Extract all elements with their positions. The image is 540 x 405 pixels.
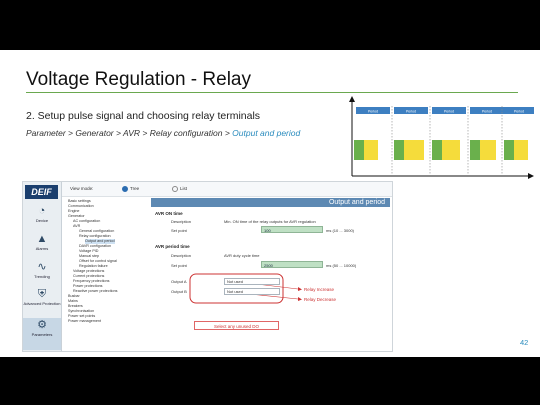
pulse-on-3 [432, 140, 442, 160]
tree-item[interactable]: Reactive power protections [73, 289, 118, 293]
sidebar-item-label: Advanced Protection [23, 301, 61, 306]
breadcrumb-path: Parameter > Generator > AVR > Relay configuration > [26, 128, 233, 138]
decrease-arrow-head [298, 297, 302, 301]
output-a-select[interactable]: Not used [224, 278, 280, 285]
period-label-2: Period [405, 109, 417, 114]
select-unused-do-hint: Select any unused DO [194, 321, 279, 330]
page-number: 42 [520, 338, 529, 347]
breadcrumb [26, 128, 300, 138]
tree-label: Tree [130, 186, 140, 192]
slide-title: Voltage Regulation - Relay [26, 69, 251, 90]
pulse-off-5 [514, 140, 528, 160]
tree-item[interactable]: Voltage PID [79, 249, 99, 253]
chart-icon: ∿ [37, 261, 47, 273]
gear-icon: ⚙ [37, 319, 47, 331]
tree-item[interactable]: Power management [68, 319, 102, 323]
tree-item[interactable]: Busbar [68, 294, 80, 298]
sidebar-item-label: Alarms [35, 246, 49, 251]
tree-item[interactable]: Communication [68, 204, 94, 208]
tree-item[interactable]: AC configuration [73, 219, 101, 223]
tree-item[interactable]: Generator [68, 214, 85, 218]
sidebar-item-trending[interactable] [23, 260, 61, 286]
sidebar-item-label: Parameters [31, 332, 53, 337]
tree-item[interactable]: Synchronisation [68, 309, 95, 313]
sidebar [23, 182, 62, 351]
tree-item[interactable]: Mains [68, 299, 78, 303]
radio-icon [172, 186, 178, 192]
period-label-1: Period [367, 109, 379, 114]
tree-item[interactable]: General configuration [79, 229, 115, 233]
sidebar-item-label: Device [35, 218, 49, 223]
tree-item[interactable]: Frequency protections [73, 279, 110, 283]
pulse-timing-diagram [344, 96, 538, 184]
view-mode-label: View mode: [70, 186, 94, 191]
output-a-label: Output A [171, 279, 187, 284]
pulse-off-3 [442, 140, 460, 160]
period-boxes [356, 107, 534, 114]
pulse-on-1 [354, 140, 364, 160]
tree-item[interactable]: Power protections [73, 284, 103, 288]
radio-selected-icon [122, 186, 128, 192]
x-axis-arrow [528, 173, 534, 179]
increase-arrow-head [298, 287, 302, 291]
y-axis-arrow [349, 96, 355, 102]
pulse-on-4 [470, 140, 480, 160]
period-setpoint-label: Set point [171, 263, 187, 268]
tree-item[interactable]: Regulation failure [79, 264, 108, 268]
view-list-option[interactable] [172, 186, 187, 192]
period-label-4: Period [481, 109, 493, 114]
on-time-section-title: AVR ON time [155, 211, 183, 216]
tree-item[interactable]: DAVR configuration [79, 244, 112, 248]
on-time-description-label: Description [171, 219, 192, 224]
tree-item[interactable]: Voltage protections [73, 269, 105, 273]
period-setpoint-input[interactable]: 2500 [261, 261, 323, 268]
on-time-setpoint-label: Set point [171, 228, 187, 233]
period-section-title: AVR period time [155, 244, 190, 249]
period-setpoint-unit: ms (50 ... 10000) [326, 263, 357, 268]
tree-item[interactable]: Relay configuration [79, 234, 111, 238]
view-toolbar [62, 182, 392, 197]
tree-item[interactable]: Manual step [79, 254, 100, 258]
deif-logo: DEIF [25, 185, 58, 199]
parameter-tree [65, 199, 150, 349]
speedometer-icon: ◔ [38, 205, 46, 217]
pulse-on-2 [394, 140, 404, 160]
tree-item[interactable]: Current protections [73, 274, 105, 278]
utility-software-window [22, 181, 393, 352]
sidebar-item-alarms[interactable] [23, 232, 61, 258]
shield-icon: ⛨ [37, 288, 47, 300]
pulse-off-2 [404, 140, 424, 160]
list-label: List [180, 186, 188, 192]
tree-item[interactable]: Power set points [68, 314, 96, 318]
relay-decrease-annotation: Relay Decrease [304, 297, 337, 302]
sidebar-item-device[interactable] [23, 204, 61, 230]
view-tree-option[interactable] [122, 186, 139, 192]
period-label-5: Period [513, 109, 525, 114]
sidebar-item-advanced-protection[interactable] [23, 287, 61, 313]
on-time-description: Min. ON time of the relay outputs for AVR regulation [224, 219, 316, 224]
pulse-off-1 [364, 140, 378, 160]
tree-item[interactable]: Engine [68, 209, 80, 213]
panel-header-title: Output and period [328, 199, 385, 206]
pulse-off-4 [480, 140, 496, 160]
tree-item-selected[interactable]: Output and period [85, 239, 115, 243]
period-description-label: Description [171, 253, 192, 258]
breadcrumb-current: Output and period [232, 128, 301, 138]
slide-subtitle: 2. Setup pulse signal and choosing relay terminals [26, 110, 261, 122]
sidebar-item-parameters[interactable] [23, 318, 61, 350]
period-label-3: Period [443, 109, 455, 114]
sidebar-item-label: Trending [34, 274, 50, 279]
on-time-setpoint-input[interactable]: 100 [261, 226, 323, 233]
period-description: AVR duty cycle time [224, 253, 260, 258]
tree-item[interactable]: Basic settings [68, 199, 91, 203]
tree-item[interactable]: Offset for control signal [79, 259, 117, 263]
title-divider [26, 92, 518, 93]
relay-increase-annotation: Relay Increase [304, 287, 335, 292]
tree-item[interactable]: AVR [73, 224, 81, 228]
slide [0, 50, 540, 357]
tree-item[interactable]: Breakers [68, 304, 83, 308]
output-b-select[interactable]: Not used [224, 288, 280, 295]
pulse-on-5 [504, 140, 514, 160]
on-time-setpoint-unit: ms (10 ... 3000) [326, 228, 355, 233]
output-b-label: Output B [171, 289, 187, 294]
parameter-panel [151, 198, 390, 349]
alarm-bell-icon: ▲ [36, 233, 48, 245]
